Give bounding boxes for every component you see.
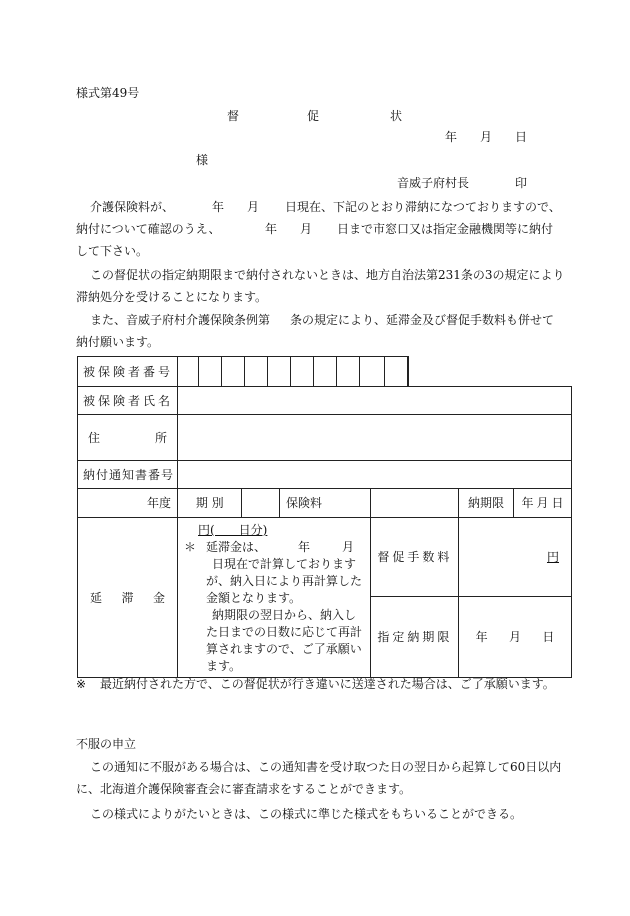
period-field[interactable] (242, 489, 280, 518)
late-fee-char: 滞 (121, 590, 134, 605)
p2-text: この督促状の指定納期限まで納付されないときは、地方自治法第231条の3の規定により (90, 268, 565, 282)
insured-name-field[interactable] (178, 387, 572, 415)
p1-month: 月 (300, 222, 313, 236)
address-label-char: 住 (88, 430, 101, 445)
seal-mark: 印 (515, 176, 528, 190)
address-label (78, 415, 178, 461)
closing-note: この様式によりがたいときは、この様式に準じた様式をもちいることができる。 (90, 807, 523, 821)
insured-info-table (77, 356, 572, 678)
date-year: 年 (445, 130, 458, 144)
late-fee-note-rest2: 納期限の翌日から、納入した日までの日数に応じて再計算されますので、ご了承願います。 (206, 608, 363, 673)
late-fee-note: 延滞金は、 (206, 540, 267, 554)
title-char: 促 (307, 109, 320, 123)
designated-month: 月 (508, 630, 521, 645)
date-day: 日 (515, 130, 528, 144)
insured-number-boxes[interactable] (178, 357, 409, 387)
designated-due-value[interactable] (459, 597, 572, 678)
designated-day: 日 (542, 630, 555, 645)
form-number: 様式第49号 (76, 86, 140, 100)
late-fee-note-year: 年 (298, 540, 311, 554)
p2-text: 滞納処分を受けることになります。 (76, 290, 268, 304)
notice-number-label: 納付通知書番号 (78, 461, 178, 489)
footnote-mark: ※ (76, 677, 87, 691)
late-fee-char: 延 (90, 590, 103, 605)
title-char: 督 (227, 109, 240, 123)
insured-name-label: 被保険者氏名 (78, 387, 178, 415)
row-address (78, 415, 572, 461)
p1-text: して下さい。 (76, 244, 149, 258)
address-field[interactable] (178, 415, 572, 461)
appeal-text: に、北海道介護保険審査会に審査請求をすることができます。 (76, 782, 412, 796)
appeal-text: この通知に不服がある場合は、この通知書を受け取つた日の翌日から起算して60日以内 (90, 760, 562, 774)
insured-number-label: 被保険者番号 (78, 357, 178, 387)
period-label: 期 別 (178, 489, 242, 518)
late-fee-label (78, 518, 178, 678)
late-fee-detail (178, 518, 371, 678)
footnote-text: 最近納付された方で、この督促状が行き違いに送達された場合は、ご了承願います。 (100, 677, 555, 691)
premium-field[interactable] (371, 489, 459, 518)
p1-text: 日まで市窓口又は指定金融機関等に納付 (337, 222, 554, 236)
row-insured-name (78, 387, 572, 415)
p1-text: 介護保険料が、 (90, 200, 175, 214)
fiscal-year-label: 年度 (78, 489, 178, 518)
addressee-suffix: 様 (196, 153, 209, 167)
due-date-label: 納期限 (459, 489, 514, 518)
p3-text: 納付願います。 (76, 335, 160, 349)
p3-text: 条の規定により、延滞金及び督促手数料も併せて (290, 313, 555, 327)
p1-text: 納付について確認のうえ、 (76, 222, 221, 236)
p1-year: 年 (265, 222, 278, 236)
designated-due-label: 指定納期限 (371, 597, 459, 678)
due-day: 日 (551, 496, 564, 510)
title-char: 状 (390, 109, 403, 123)
fee-label: 督促手数料 (371, 518, 459, 597)
row-late-fee (78, 518, 572, 597)
row-insured-number (78, 357, 572, 387)
p1-text: 日現在、下記のとおり滞納になつておりますので、 (285, 200, 561, 214)
late-fee-note-month: 月 (342, 540, 355, 554)
row-period (78, 489, 572, 518)
blank-cell (409, 357, 572, 387)
late-fee-amount: 円( 日分) (198, 523, 268, 537)
premium-label: 保険料 (280, 489, 371, 518)
due-month: 月 (536, 496, 549, 510)
row-notice-number (78, 461, 572, 489)
p3-text: また、音威子府村介護保険条例第 (90, 313, 271, 327)
late-fee-note-rest: 日現在で計算しておりますが、納入日により再計算した金額となります。 (206, 557, 363, 605)
due-year: 年 (521, 496, 534, 510)
late-fee-char: 金 (152, 590, 165, 605)
issuer-name: 音威子府村長 (397, 176, 470, 190)
address-label-char: 所 (154, 430, 167, 445)
note-mark: ＊ (184, 540, 197, 554)
p1-year: 年 (212, 200, 225, 214)
due-date-value[interactable] (514, 489, 572, 518)
appeal-heading: 不服の申立 (76, 737, 137, 751)
fee-value[interactable] (459, 518, 572, 597)
date-month: 月 (480, 130, 493, 144)
notice-number-field[interactable] (178, 461, 572, 489)
designated-year: 年 (475, 630, 488, 645)
p1-month: 月 (247, 200, 260, 214)
fee-unit: 円 (546, 550, 559, 565)
